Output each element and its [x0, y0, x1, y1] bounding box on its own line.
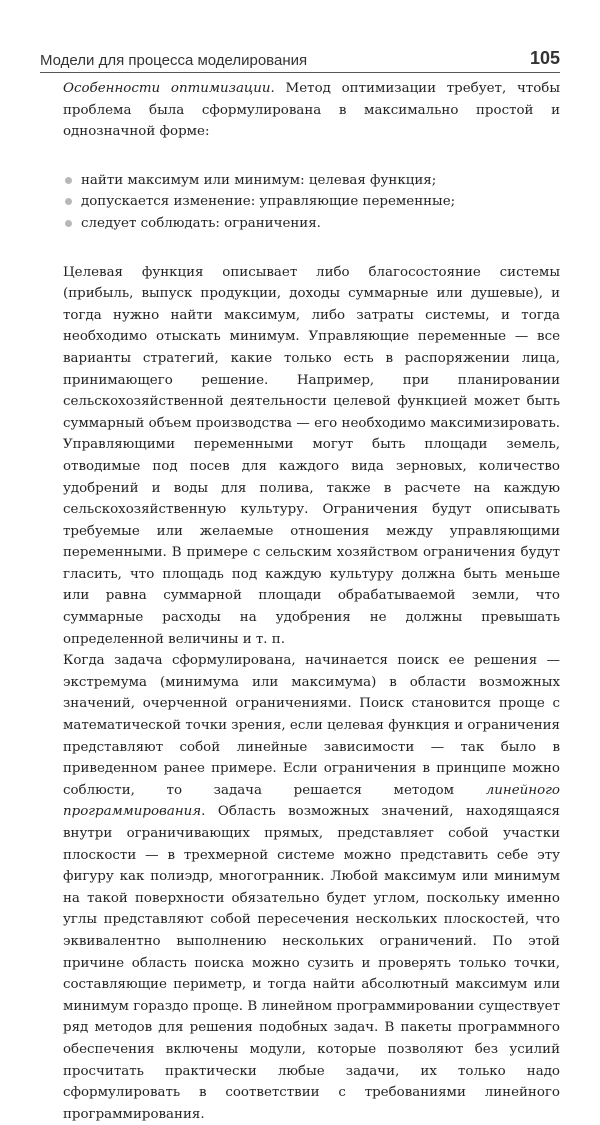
body-text [63, 78, 560, 1125]
list-item [63, 170, 560, 192]
list-item [63, 213, 560, 235]
paragraph-linear-programming [63, 650, 560, 1125]
list-item-text: найти максимум или минимум: целевая функция; [81, 172, 437, 188]
running-head: Модели для процесса моделирования [40, 52, 308, 69]
paragraph-text: . Область возможных значений, находящаяся внутри ограничивающих прямых, представляет собой участки плоскости — в трехмерной системе можно представить себе эту фигуру как полиэдр, многогранник. Любой максимум или минимум на такой поверхности обязательно будет углом, поскольку именно углы представляют собой пересечения нескольких плоскостей, что эквивалентно выполнению нескольких ограничений. По этой причине область поиска можно сузить и проверять только точки, составляющие периметр, и тогда найти абсолютный максимум или минимум гораздо проще. В линейном программировании существует ряд методов для решения подобных задач. В пакеты программного обеспечения включены модули, которые позволяют без усилий просчитать практически любые задачи, их только надо сформулировать в соответствии с требованиями линейного программирования. [63, 804, 560, 1122]
list-item-text: следует соблюдать: ограничения. [81, 215, 321, 231]
bullet-icon [65, 220, 72, 227]
spacer [63, 235, 560, 262]
page-number: 105 [529, 48, 560, 68]
intro-text: Метод оптимизации требует, чтобы проблема была сформулирована в максимально простой и однозначной форме: [63, 81, 560, 140]
term-linear-programming: линейного программирования [63, 782, 560, 820]
paragraph-text: Когда задача сформулирована, начинается поиск ее решения — экстремума (минимума или максимума) в области возможных значений, очерченной ограничениями. Поиск становится проще с математической точки зрения, если целевая функция и ограничения представляют собой линейные зависимости — так было в приведенном ранее примере. Если ограничения в принципе можно соблюсти, то задача решается методом [63, 653, 560, 798]
spacer [63, 143, 560, 170]
bullet-icon [65, 177, 72, 184]
paragraph-objective-function: Целевая функция описывает либо благосостояние системы (прибыль, выпуск продукции, доходы суммарные или душевые), и тогда нужно найти максимум, либо затраты системы, и тогда необходимо отыскать минимум. Управляющие переменные — все варианты стратегий, какие только есть в распоряжении лица, принимающего решение. Например, при планировании сельскохозяйственной деятельности целевой функцией может быть суммарный объем производства — его необходимо максимизировать. Управляющими переменными могут быть площади земель, отводимые под посев для каждого вида зерновых, количество удобрений и воды для полива, также в расчете на каждую сельскохозяйственную культуру. Ограничения будут описывать требуемые или желаемые отношения между управляющими переменными. В примере с сельским хозяйством ограничения будут гласить, что площадь под каждую культуру должна быть меньше или равна суммарной площади обрабатываемой земли, что суммарные расходы на удобрения не должны превышать определенной величины и т. п. [63, 264, 560, 647]
intro-paragraph [63, 78, 560, 143]
list-item-text: допускается изменение: управляющие переменные; [81, 194, 456, 210]
bullet-list [63, 170, 560, 235]
intro-lead-in: Особенности оптимизации. [63, 81, 275, 96]
page-header [40, 44, 560, 73]
list-item [63, 191, 560, 213]
bullet-icon [65, 198, 72, 205]
